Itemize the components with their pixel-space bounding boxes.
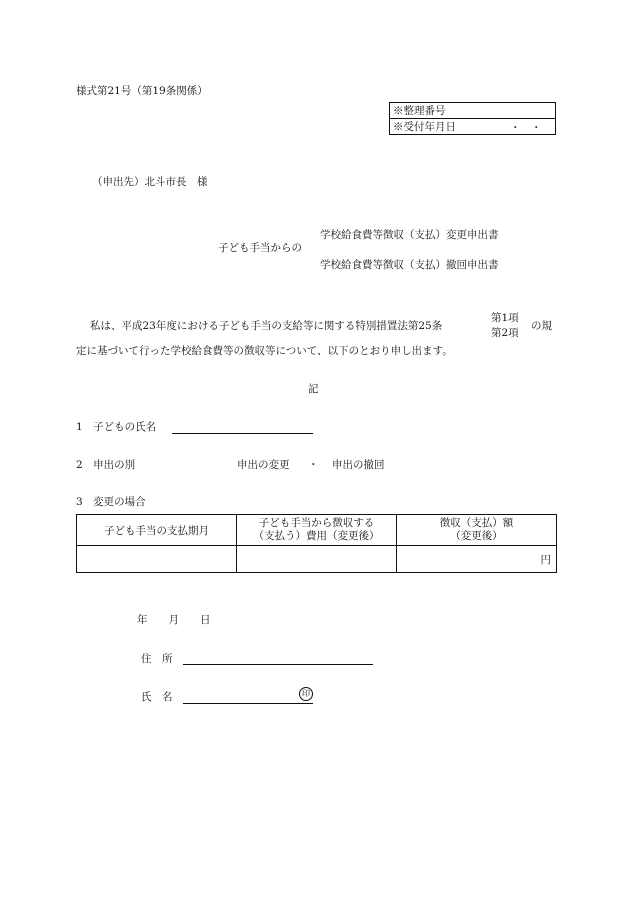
reference-number-label: ※整理番号 bbox=[393, 105, 446, 117]
change-case-label: 3 変更の場合 bbox=[76, 496, 146, 508]
name-field[interactable] bbox=[183, 703, 313, 704]
received-date-dots: ・ ・ bbox=[510, 122, 542, 134]
header-fee-line-1: 子ども手当から徴収する bbox=[258, 516, 375, 529]
addressee: （申出先）北斗市長 様 bbox=[92, 176, 208, 188]
body-line-2: 定に基づいて行った学校給食費等の徴収等について、以下のとおり申し出ます。 bbox=[76, 345, 453, 357]
fee-cell[interactable] bbox=[237, 546, 397, 573]
header-amount-line-2: （変更後） bbox=[450, 530, 503, 542]
request-option-withdraw[interactable]: 申出の撤回 bbox=[332, 459, 385, 471]
name-label: 氏 名 bbox=[141, 691, 173, 703]
request-option-separator: ・ bbox=[308, 459, 319, 471]
header-amount-line-1: 徴収（支払）額 bbox=[439, 516, 514, 529]
header-fee bbox=[237, 515, 397, 546]
header-amount bbox=[397, 515, 557, 546]
body-line-1: 私は、平成23年度における子ども手当の支給等に関する特別措置法第25条 bbox=[90, 320, 443, 332]
request-type-label: 2 申出の別 bbox=[76, 459, 136, 471]
child-name-label: 1 子どもの氏名 bbox=[76, 421, 157, 433]
title-option-change: 学校給食費等徴収（支払）変更申出書 bbox=[320, 229, 499, 241]
header-payment-month-text: 子ども手当の支払期月 bbox=[104, 524, 209, 537]
office-use-box bbox=[389, 102, 556, 135]
yen-unit: 円 bbox=[540, 554, 551, 566]
received-date-field[interactable] bbox=[390, 119, 556, 135]
request-option-change[interactable]: 申出の変更 bbox=[237, 459, 290, 471]
header-fee-line-2: （支払う）費用（変更後） bbox=[253, 530, 380, 542]
clause-paragraph-1: 第1項 bbox=[491, 312, 519, 324]
amount-cell[interactable] bbox=[397, 546, 557, 573]
reference-number-field[interactable] bbox=[390, 103, 556, 119]
body-line-1-end: の規 bbox=[531, 320, 552, 332]
payment-month-cell[interactable] bbox=[77, 546, 237, 573]
address-field[interactable] bbox=[183, 664, 373, 665]
form-number: 様式第21号（第19条関係） bbox=[76, 85, 208, 97]
child-name-field[interactable] bbox=[172, 433, 313, 434]
seal-mark: 印 bbox=[299, 687, 313, 701]
address-label: 住 所 bbox=[141, 653, 173, 665]
title-prefix: 子ども手当からの bbox=[218, 242, 302, 254]
date-line[interactable]: 年 月 日 bbox=[137, 614, 211, 626]
clause-paragraph-2: 第2項 bbox=[491, 327, 519, 339]
header-payment-month bbox=[77, 515, 237, 546]
ki-heading: 記 bbox=[308, 383, 319, 395]
change-table bbox=[76, 514, 557, 573]
received-date-label: ※受付年月日 bbox=[393, 121, 456, 133]
title-option-withdraw: 学校給食費等徴収（支払）撤回申出書 bbox=[320, 259, 499, 271]
